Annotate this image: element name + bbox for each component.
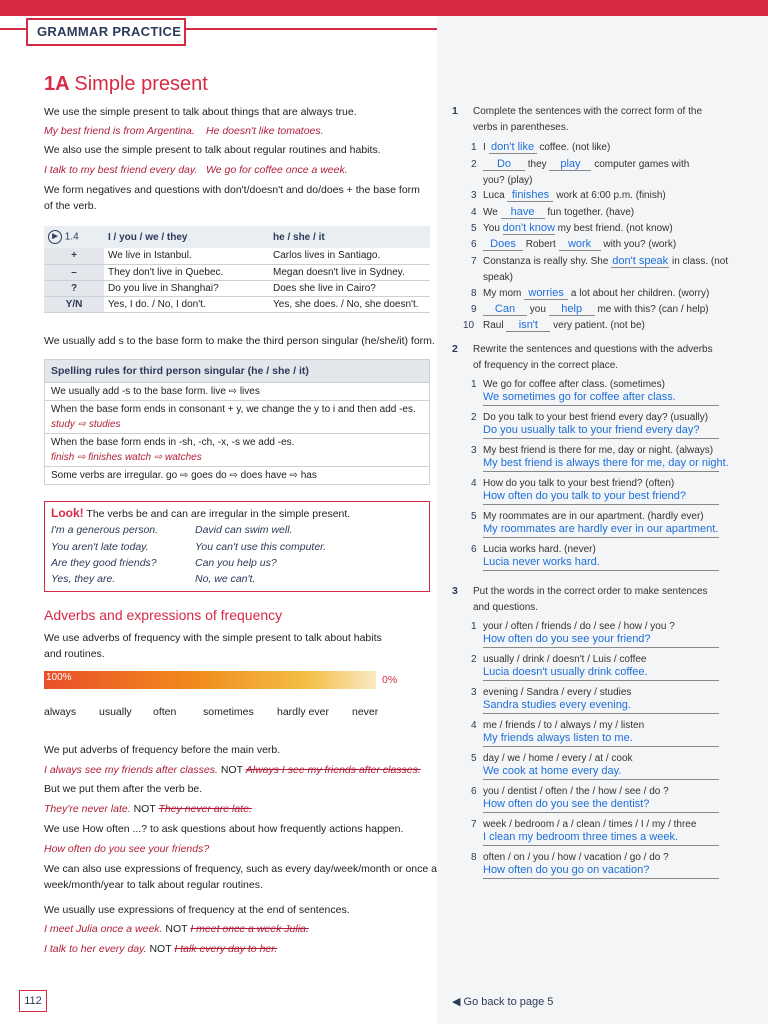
sentence-text: My mom bbox=[483, 288, 525, 299]
item-number: 2 bbox=[471, 412, 477, 423]
row-symbol: ? bbox=[44, 280, 104, 296]
answer-blank[interactable]: isn't bbox=[506, 319, 550, 332]
example-line bbox=[44, 762, 421, 778]
answer-line bbox=[483, 779, 719, 780]
answer-line bbox=[483, 878, 719, 879]
item-number: 1 bbox=[471, 142, 477, 153]
question-text: you / dentist / often / the / how / see / do ? bbox=[483, 786, 669, 797]
example: They're never late. bbox=[44, 803, 131, 815]
question-text: Do you talk to your best friend every day? (usually) bbox=[483, 412, 709, 423]
divider bbox=[0, 28, 26, 30]
column-header: he / she / it bbox=[269, 226, 430, 248]
question-text: day / we / home / every / at / cook bbox=[483, 753, 633, 764]
item-number: 7 bbox=[471, 819, 477, 830]
spelling-rule bbox=[45, 433, 429, 466]
bar-right-label: 0% bbox=[382, 674, 398, 686]
wrong-example: Always I see my friends after classes. bbox=[245, 764, 421, 776]
answer-text[interactable]: How often do you see your friend? bbox=[483, 633, 651, 645]
question-text: Lucia works hard. (never) bbox=[483, 544, 596, 555]
row-symbol: + bbox=[44, 248, 104, 264]
table-cell: Do you live in Shanghai? bbox=[104, 280, 269, 296]
sentence bbox=[483, 237, 676, 252]
frequency-word: usually bbox=[99, 706, 132, 718]
title-text: Simple present bbox=[74, 73, 208, 95]
item-number: 4 bbox=[471, 207, 477, 218]
item-number: 6 bbox=[471, 786, 477, 797]
example-line bbox=[44, 921, 309, 937]
example: I meet Julia once a week. bbox=[44, 923, 163, 935]
example: He doesn't like tomatoes. bbox=[206, 125, 324, 137]
sentence-text: Luca bbox=[483, 190, 508, 201]
item-number: 9 bbox=[471, 304, 477, 315]
audio-cell bbox=[44, 226, 104, 248]
look-example: Can you help us? bbox=[195, 557, 277, 569]
sentence-text: they bbox=[525, 159, 550, 170]
answer-blank[interactable]: Can bbox=[483, 303, 527, 316]
paragraph: We usually add s to the base form to make the third person singular (he/she/it) form. bbox=[44, 335, 435, 347]
exercise-instruction: Put the words in the correct order to make sentences bbox=[473, 586, 708, 597]
look-example: Yes, they are. bbox=[51, 573, 116, 585]
page-title bbox=[44, 73, 208, 96]
table-row bbox=[44, 296, 430, 312]
paragraph: We use adverbs of frequency with the simple present to talk about habits bbox=[44, 632, 382, 644]
sentence bbox=[483, 286, 709, 301]
table-cell: They don't live in Quebec. bbox=[104, 264, 269, 280]
paragraph: We use How often ...? to ask questions about how frequently actions happen. bbox=[44, 823, 404, 835]
rule-text: When the base form ends in -sh, -ch, -x, -s we add -es. bbox=[51, 437, 295, 448]
title-number: 1A bbox=[44, 73, 69, 95]
sentence bbox=[483, 318, 645, 333]
frequency-word: sometimes bbox=[203, 706, 254, 718]
not-label: NOT bbox=[149, 943, 172, 955]
answer-line bbox=[483, 845, 719, 846]
answer-blank[interactable]: finishes bbox=[507, 189, 553, 202]
bar-left-label: 100% bbox=[46, 672, 72, 683]
answer-text[interactable]: How often do you see the dentist? bbox=[483, 798, 650, 810]
look-text: The verbs be and can are irregular in the simple present. bbox=[86, 508, 351, 520]
question-text: usually / drink / doesn't / Luis / coffee bbox=[483, 654, 647, 665]
paragraph: We also use the simple present to talk about regular routines and habits. bbox=[44, 144, 381, 156]
sentence-text: speak) bbox=[483, 272, 514, 283]
item-number: 2 bbox=[471, 159, 477, 170]
answer-line bbox=[483, 504, 719, 505]
spelling-rule: We usually add -s to the base form. live ⇨ lives bbox=[45, 382, 429, 400]
divider bbox=[186, 28, 437, 30]
table-cell: Yes, she does. / No, she doesn't. bbox=[269, 296, 430, 312]
item-number: 3 bbox=[471, 190, 477, 201]
exercise-instruction: Complete the sentences with the correct form of the bbox=[473, 106, 702, 117]
answer-line bbox=[483, 713, 719, 714]
frequency-bar bbox=[44, 671, 376, 689]
look-example: No, we can't. bbox=[195, 573, 256, 585]
item-number: 6 bbox=[471, 239, 477, 250]
paragraph: week/month/year to talk about regular routines. bbox=[44, 879, 263, 891]
frequency-word: always bbox=[44, 706, 77, 718]
question-text: evening / Sandra / every / studies bbox=[483, 687, 632, 698]
column-header: I / you / we / they bbox=[104, 226, 269, 248]
spelling-rule: Some verbs are irregular. go ⇨ goes do ⇨ does have ⇨ has bbox=[45, 466, 429, 484]
answer-line bbox=[483, 746, 719, 747]
look-label: Look! bbox=[51, 506, 84, 520]
page-number: 112 bbox=[19, 990, 47, 1012]
section-tag: GRAMMAR PRACTICE bbox=[26, 18, 186, 46]
audio-track: 1.4 bbox=[64, 231, 79, 243]
sentence bbox=[483, 302, 709, 317]
answer-text[interactable]: We sometimes go for coffee after class. bbox=[483, 391, 676, 403]
example: I talk to my best friend every day. bbox=[44, 164, 198, 176]
example: I talk to her every day. bbox=[44, 943, 147, 955]
rule-example: finish ⇨ finishes watch ⇨ watches bbox=[51, 452, 202, 463]
example-line bbox=[44, 801, 252, 817]
paragraph: and routines. bbox=[44, 648, 105, 660]
sentence-text: Constanza is really shy. She bbox=[483, 256, 612, 267]
answer-blank[interactable]: have bbox=[501, 206, 545, 219]
paragraph: But we put them after the verb be. bbox=[44, 783, 203, 795]
item-number: 4 bbox=[471, 720, 477, 731]
table-row bbox=[44, 264, 430, 280]
item-number: 4 bbox=[471, 478, 477, 489]
item-number: 5 bbox=[471, 753, 477, 764]
table-cell: Yes, I do. / No, I don't. bbox=[104, 296, 269, 312]
answer-text[interactable]: Sandra studies every evening. bbox=[483, 699, 631, 711]
answer-blank[interactable]: don't know bbox=[502, 222, 555, 234]
sentence-text: coffee. (not like) bbox=[536, 142, 611, 153]
not-label: NOT bbox=[220, 764, 243, 776]
table-cell: We live in Istanbul. bbox=[104, 248, 269, 264]
sentence-text: I bbox=[483, 142, 489, 153]
table-row bbox=[44, 280, 430, 296]
frequency-word: hardly ever bbox=[277, 706, 329, 718]
exercise-number: 2 bbox=[452, 343, 458, 355]
rule-example: study ⇨ studies bbox=[51, 419, 121, 430]
item-number: 3 bbox=[471, 687, 477, 698]
paragraph: We can also use expressions of frequency, such as every day/week/month or once a bbox=[44, 863, 437, 875]
question-text: My best friend is there for me, day or night. (always) bbox=[483, 445, 714, 456]
sentence-text: you bbox=[527, 304, 549, 315]
sentence-text: in class. (not bbox=[669, 256, 729, 267]
back-link[interactable]: ◀ Go back to page 5 bbox=[452, 996, 554, 1008]
answer-line bbox=[483, 570, 719, 571]
item-number: 8 bbox=[471, 288, 477, 299]
question-text: How do you talk to your best friend? (often) bbox=[483, 478, 675, 489]
answer-blank[interactable]: Do bbox=[483, 158, 525, 171]
answer-line bbox=[483, 537, 719, 538]
answer-blank[interactable]: don't speak bbox=[612, 255, 669, 267]
sentence-text: a lot about her children. (worry) bbox=[568, 288, 710, 299]
spelling-rules-heading: Spelling rules for third person singular (he / she / it) bbox=[45, 360, 429, 382]
question-text: We go for coffee after class. (sometimes) bbox=[483, 379, 665, 390]
grammar-table bbox=[44, 226, 430, 313]
paragraph: We put adverbs of frequency before the main verb. bbox=[44, 744, 281, 756]
exercise-number: 3 bbox=[452, 585, 458, 597]
example: We go for coffee once a week. bbox=[206, 164, 348, 176]
answer-line bbox=[483, 680, 719, 681]
sentence-text: Robert bbox=[523, 239, 559, 250]
table-cell: Does she live in Cairo? bbox=[269, 280, 430, 296]
sentence-text: with you? (work) bbox=[600, 239, 677, 250]
exercise-instruction: of frequency in the correct place. bbox=[473, 360, 619, 371]
sentence-text: fun together. (have) bbox=[544, 207, 635, 218]
answer-blank[interactable]: Does bbox=[483, 238, 523, 251]
wrong-example: I talk every day to her. bbox=[174, 943, 278, 955]
answer-text[interactable]: My friends always listen to me. bbox=[483, 732, 633, 744]
look-example: David can swim well. bbox=[195, 524, 293, 536]
sentence bbox=[483, 140, 610, 155]
sentence bbox=[483, 270, 513, 285]
exercise-number: 1 bbox=[452, 105, 458, 117]
item-number: 6 bbox=[471, 544, 477, 555]
item-number: 10 bbox=[463, 320, 475, 331]
sentence bbox=[483, 254, 728, 269]
play-icon[interactable]: ▶ bbox=[48, 230, 62, 244]
rule-text: When the base form ends in consonant + y, we change the y to i and then add -es. bbox=[51, 404, 416, 415]
item-number: 5 bbox=[471, 223, 477, 234]
question-text: me / friends / to / always / my / listen bbox=[483, 720, 645, 731]
item-number: 5 bbox=[471, 511, 477, 522]
sentence bbox=[483, 205, 634, 220]
look-box bbox=[44, 501, 430, 592]
question-text: your / often / friends / do / see / how / you ? bbox=[483, 621, 675, 632]
answer-blank[interactable]: work bbox=[559, 238, 601, 251]
item-number: 3 bbox=[471, 445, 477, 456]
sentence-text: You bbox=[483, 223, 503, 234]
answer-line bbox=[483, 647, 719, 648]
answer-text[interactable]: How often do you talk to your best friend? bbox=[483, 490, 687, 502]
answer-line bbox=[483, 405, 719, 406]
example-line bbox=[44, 941, 277, 957]
question-text: My roommates are in our apartment. (hardly ever) bbox=[483, 511, 704, 522]
answer-blank[interactable]: help bbox=[549, 303, 595, 316]
look-example: You can't use this computer. bbox=[195, 541, 327, 553]
wrong-example: They never are late. bbox=[158, 803, 252, 815]
answer-text[interactable]: How often do you go on vacation? bbox=[483, 864, 650, 876]
answer-text[interactable]: We cook at home every day. bbox=[483, 765, 622, 777]
example: I always see my friends after classes. bbox=[44, 764, 218, 776]
exercise-instruction: and questions. bbox=[473, 602, 539, 613]
answer-blank[interactable]: worries bbox=[524, 287, 568, 300]
item-number: 7 bbox=[471, 256, 477, 267]
sentence-text: Raul bbox=[483, 320, 507, 331]
sentence-text: computer games with bbox=[591, 159, 690, 170]
answer-text[interactable]: My roommates are hardly ever in our apartment. bbox=[483, 523, 719, 535]
question-text: week / bedroom / a / clean / times / I / my / three bbox=[483, 819, 697, 830]
answer-line bbox=[483, 812, 719, 813]
sentence-text: work at 6:00 p.m. (finish) bbox=[553, 190, 666, 201]
answer-text[interactable]: Do you usually talk to your friend every day? bbox=[483, 424, 700, 436]
sentence-text: my best friend. (not know) bbox=[554, 223, 673, 234]
exercise-instruction: Rewrite the sentences and questions with the adverbs bbox=[473, 344, 713, 355]
answer-blank[interactable]: play bbox=[549, 158, 591, 171]
item-number: 1 bbox=[471, 621, 477, 632]
paragraph: of the verb. bbox=[44, 200, 97, 212]
answer-blank[interactable]: don't like bbox=[489, 141, 537, 154]
answer-text[interactable]: I clean my bedroom three times a week. bbox=[483, 831, 679, 843]
frequency-word: never bbox=[352, 706, 379, 718]
sentence-text: We bbox=[483, 207, 501, 218]
example: My best friend is from Argentina. bbox=[44, 125, 195, 137]
answer-line bbox=[483, 438, 719, 439]
table-row bbox=[44, 248, 430, 264]
answer-line bbox=[483, 471, 719, 472]
look-example: Are they good friends? bbox=[51, 557, 157, 569]
not-label: NOT bbox=[165, 923, 188, 935]
answer-text[interactable]: Lucia never works hard. bbox=[483, 556, 600, 568]
table-cell: Megan doesn't live in Sydney. bbox=[269, 264, 430, 280]
answer-text[interactable]: My best friend is always there for me, day or night. bbox=[483, 457, 729, 469]
question-text: often / on / you / how / vacation / go / do ? bbox=[483, 852, 669, 863]
item-number: 8 bbox=[471, 852, 477, 863]
example: How often do you see your friends? bbox=[44, 843, 210, 855]
exercise-instruction: verbs in parentheses. bbox=[473, 122, 569, 133]
item-number: 2 bbox=[471, 654, 477, 665]
frequency-word: often bbox=[153, 706, 177, 718]
table-cell: Carlos lives in Santiago. bbox=[269, 248, 430, 264]
row-symbol: – bbox=[44, 264, 104, 280]
sentence-text: very patient. (not be) bbox=[550, 320, 645, 331]
spelling-rules-box bbox=[44, 359, 430, 485]
paragraph: We form negatives and questions with don't/doesn't and do/does + the base form bbox=[44, 184, 420, 196]
sentence bbox=[483, 221, 673, 236]
section-heading: Adverbs and expressions of frequency bbox=[44, 607, 283, 623]
item-number: 1 bbox=[471, 379, 477, 390]
sentence bbox=[483, 157, 689, 172]
sentence bbox=[483, 188, 666, 203]
sentence-text: you? (play) bbox=[483, 175, 533, 186]
look-example: I'm a generous person. bbox=[51, 524, 159, 536]
answer-text[interactable]: Lucia doesn't usually drink coffee. bbox=[483, 666, 648, 678]
wrong-example: I meet once a week Julia. bbox=[190, 923, 309, 935]
top-bar bbox=[0, 0, 768, 16]
row-symbol: Y/N bbox=[44, 296, 104, 312]
sentence-text: me with this? (can / help) bbox=[594, 304, 709, 315]
paragraph: We use the simple present to talk about things that are always true. bbox=[44, 106, 357, 118]
sentence bbox=[483, 173, 532, 188]
spelling-rule bbox=[45, 400, 429, 433]
look-example: You aren't late today. bbox=[51, 541, 149, 553]
not-label: NOT bbox=[133, 803, 156, 815]
paragraph: We usually use expressions of frequency at the end of sentences. bbox=[44, 904, 350, 916]
